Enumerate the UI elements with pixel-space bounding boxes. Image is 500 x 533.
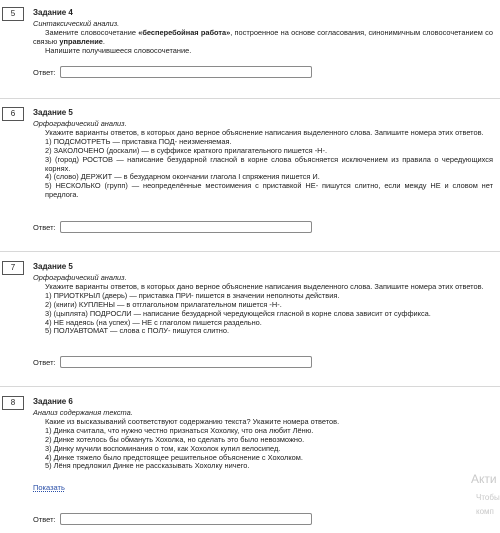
answer-option: 1) Динка считала, что нужно честно признаться Хохолку, что она любит Лёню. bbox=[45, 425, 314, 435]
answer-option: 1) ПРИОТКРЫЛ (дверь) — приставка ПРИ- пишется в значении неполноты действия. bbox=[45, 290, 340, 300]
divider bbox=[0, 98, 500, 99]
divider bbox=[0, 251, 500, 252]
task-instruction: Какие из высказываний соответствуют содержанию текста? Укажите номера ответов. bbox=[45, 416, 340, 426]
task-subtitle: Анализ содержания текста. bbox=[33, 408, 133, 417]
answer-option: 4) НЕ надеясь (на успех) — НЕ с глаголом пишется раздельно. bbox=[45, 317, 262, 327]
answer-label: Ответ: bbox=[33, 223, 56, 232]
answer-label: Ответ: bbox=[33, 68, 56, 77]
task-number-badge: 5 bbox=[2, 7, 24, 21]
answer-option: 2) (книги) КУПЛЕНЫ — в отглагольном прилагательном пишется -Н-. bbox=[45, 299, 282, 309]
task-subtitle: Орфографический анализ. bbox=[33, 119, 127, 128]
task-title: Задание 4 bbox=[33, 8, 73, 17]
answer-option: 5) НЕСКОЛЬКО (групп) — неопределённые местоимения с приставкой НЕ- пишутся слитно, если между НЕ и словом нет предлога. bbox=[45, 181, 493, 200]
task-number-badge: 7 bbox=[2, 261, 24, 275]
answer-option: 5) ПОЛУАВТОМАТ — слова с ПОЛУ- пишутся слитно. bbox=[45, 326, 230, 336]
task-number-badge: 8 bbox=[2, 396, 24, 410]
task-title: Задание 6 bbox=[33, 397, 73, 406]
activation-watermark-title: Акти bbox=[471, 472, 497, 486]
answer-option: 2) Динке хотелось бы обмануть Хохолка, но сделать это было невозможно. bbox=[45, 434, 305, 444]
task-title: Задание 5 bbox=[33, 108, 73, 117]
answer-input[interactable] bbox=[60, 221, 312, 233]
task-block bbox=[33, 397, 493, 471]
task-block bbox=[33, 108, 493, 200]
answer-option: 4) Динке тяжело было предстоящее решительное объяснение с Хохолком. bbox=[45, 452, 303, 462]
activation-watermark-text: комп bbox=[476, 507, 494, 516]
answer-input[interactable] bbox=[60, 356, 312, 368]
task-subtitle: Синтаксический анализ. bbox=[33, 19, 120, 28]
answer-option: 4) (слово) ДЕРЖИТ — в безударном окончании глагола I спряжения пишется И. bbox=[45, 172, 320, 182]
task-subtitle: Орфографический анализ. bbox=[33, 273, 127, 282]
task-instruction: Укажите варианты ответов, в которых дано верное объяснение написания выделенного слова. Запишите номера этих ответов. bbox=[45, 281, 484, 291]
answer-option: 3) (цыплята) ПОДРОСЛИ — написание безударной чередующейся гласной в корне слова зависит от суффикса. bbox=[45, 308, 431, 318]
task-block bbox=[33, 8, 493, 56]
answer-option: 5) Лёня предложил Динке не рассказывать Хохолку ничего. bbox=[45, 461, 250, 471]
answer-option: 3) Динку мучили воспоминания о том, как Хохолок купил велосипед. bbox=[45, 443, 281, 453]
answer-input[interactable] bbox=[60, 513, 312, 525]
task-block bbox=[33, 262, 493, 336]
answer-option: 1) ПОДСМОТРЕТЬ — приставка ПОД- неизменяемая. bbox=[45, 136, 232, 146]
answer-option: 2) ЗАКОЛОЧЕНО (доскали) — в суффиксе краткого прилагательного пишется -Н-. bbox=[45, 145, 328, 155]
divider bbox=[0, 386, 500, 387]
answer-label: Ответ: bbox=[33, 358, 56, 367]
show-text-link[interactable]: Показать bbox=[33, 483, 65, 492]
task-instruction: Укажите варианты ответов, в которых дано верное объяснение написания выделенного слова. Запишите номера этих ответов. bbox=[45, 127, 484, 137]
answer-option: 3) (город) РОСТОВ — написание безударной гласной в корне слова объясняется исключением из правила о чередующихся корнях. bbox=[45, 154, 493, 173]
task-instruction-2: Напишите получившееся словосочетание. bbox=[45, 45, 192, 55]
task-title: Задание 5 bbox=[33, 262, 73, 271]
activation-watermark-text: Чтобы bbox=[476, 493, 500, 502]
answer-label: Ответ: bbox=[33, 515, 56, 524]
task-instruction: Замените словосочетание «бесперебойная работа», построенное на основе согласования, синонимичным словосочетанием со связью управление. bbox=[33, 27, 493, 46]
task-number-badge: 6 bbox=[2, 107, 24, 121]
answer-input[interactable] bbox=[60, 66, 312, 78]
